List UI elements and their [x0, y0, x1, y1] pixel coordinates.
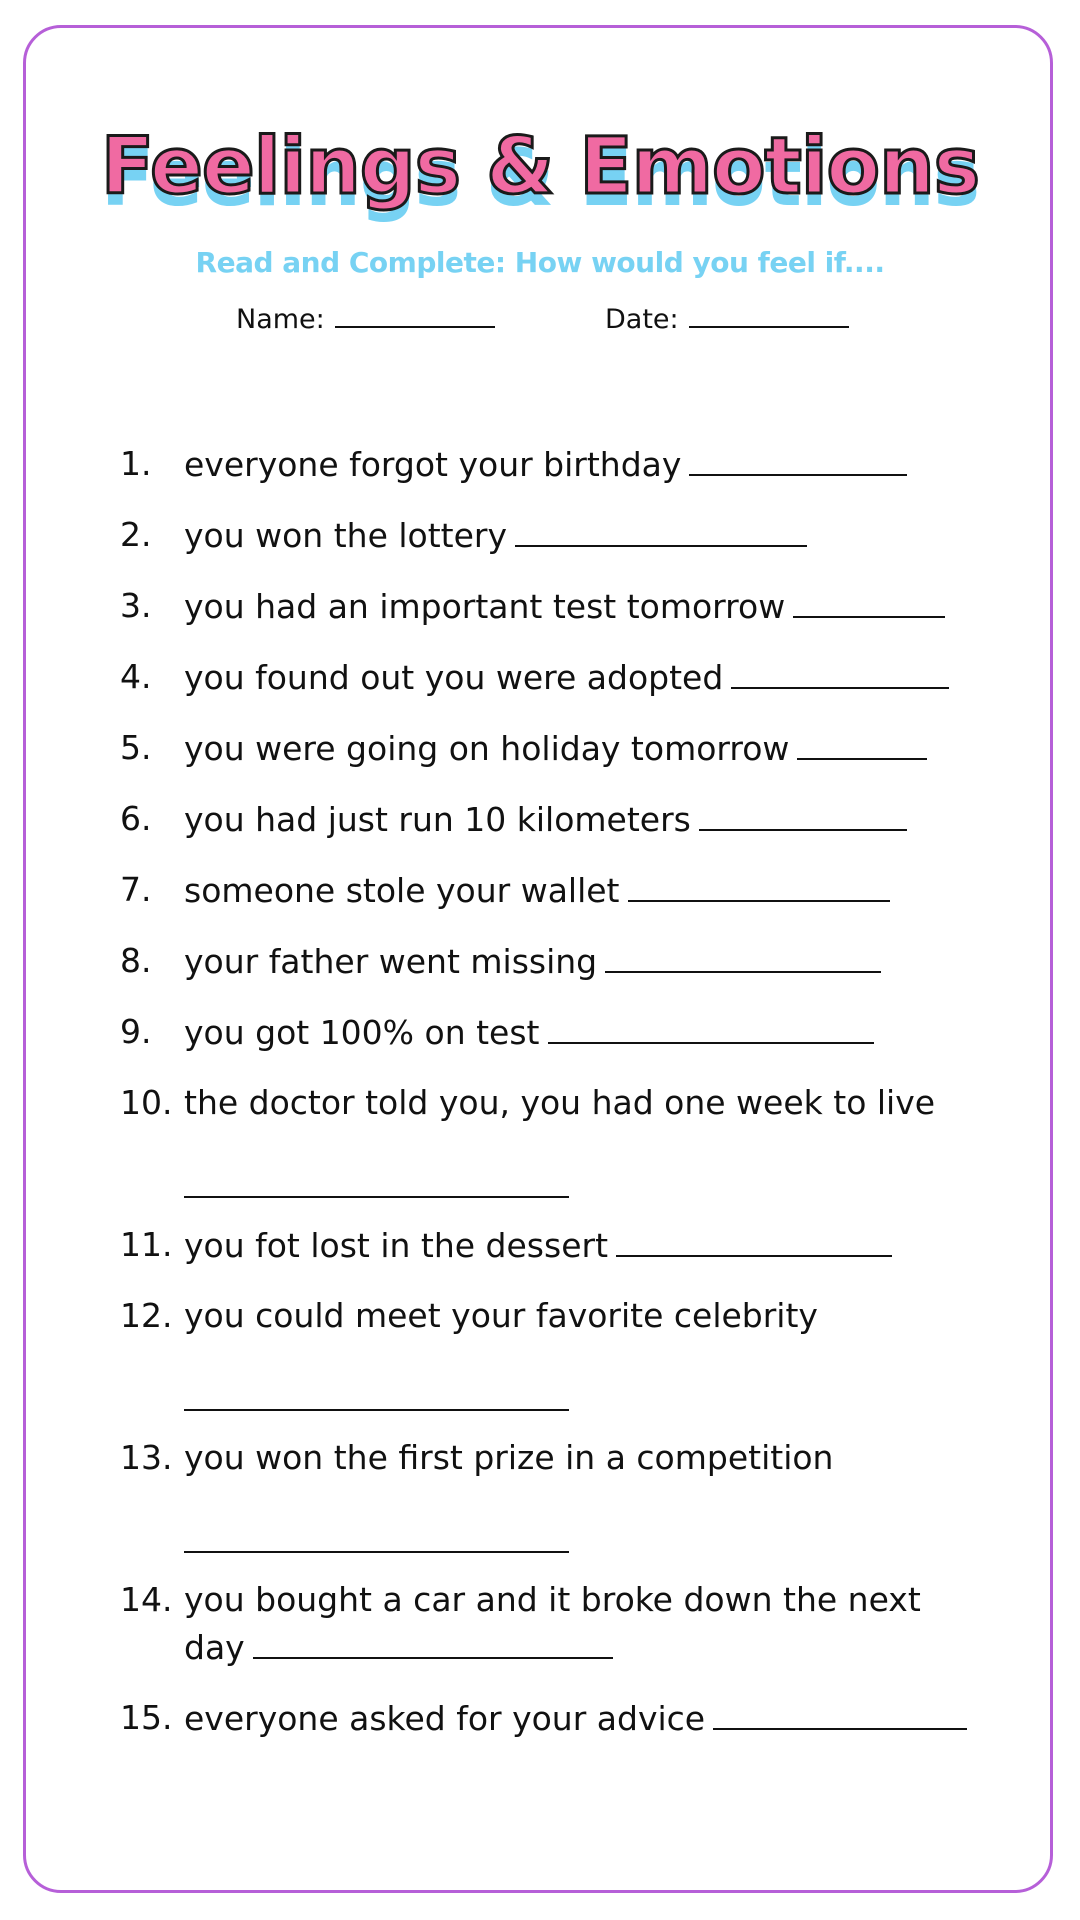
answer-blank[interactable]	[713, 1694, 967, 1730]
question-number: 12.	[120, 1296, 173, 1335]
question-text: you fot lost in the dessert	[184, 1226, 609, 1265]
answer-blank[interactable]	[184, 1149, 569, 1198]
name-label: Name:	[236, 304, 325, 335]
question-number: 11.	[120, 1225, 173, 1264]
question-number: 8.	[120, 941, 152, 980]
question-item	[120, 653, 980, 701]
answer-blank[interactable]	[689, 440, 907, 476]
question-item	[120, 866, 980, 914]
answer-blank[interactable]	[515, 511, 807, 547]
question-number: 6.	[120, 799, 152, 838]
question-number: 7.	[120, 870, 152, 909]
question-item	[120, 1008, 980, 1056]
question-number: 14.	[120, 1580, 173, 1619]
question-item	[120, 1434, 980, 1553]
question-number: 13.	[120, 1438, 173, 1477]
question-item	[120, 1079, 980, 1198]
question-item	[120, 1576, 980, 1671]
question-item	[120, 724, 980, 772]
question-text: you won the first prize in a competition	[184, 1438, 834, 1477]
question-item	[120, 1292, 980, 1411]
answer-blank[interactable]	[184, 1362, 569, 1411]
question-number: 2.	[120, 515, 152, 554]
answer-blank[interactable]	[616, 1221, 892, 1257]
question-text: you could meet your favorite celebrity	[184, 1296, 818, 1335]
question-item	[120, 440, 980, 488]
question-text: you were going on holiday tomorrow	[184, 729, 790, 768]
question-text: someone stole your wallet	[184, 871, 620, 910]
question-text: you had just run 10 kilometers	[184, 800, 691, 839]
date-label: Date:	[605, 304, 679, 335]
question-text: you won the lottery	[184, 516, 507, 555]
answer-blank[interactable]	[253, 1623, 613, 1659]
date-field	[605, 300, 849, 335]
answer-blank[interactable]	[793, 582, 945, 618]
question-text: everyone asked for your advice	[184, 1699, 706, 1738]
worksheet-subtitle: Read and Complete: How would you feel if....	[195, 246, 885, 279]
date-blank[interactable]	[689, 300, 849, 328]
question-text: your father went missing	[184, 942, 598, 981]
question-item	[120, 937, 980, 985]
question-number: 4.	[120, 657, 152, 696]
question-list	[120, 440, 980, 1765]
question-item	[120, 582, 980, 630]
question-number: 15.	[120, 1698, 173, 1737]
answer-blank[interactable]	[628, 866, 890, 902]
answer-blank[interactable]	[548, 1008, 874, 1044]
question-number: 9.	[120, 1012, 152, 1051]
answer-blank[interactable]	[731, 653, 949, 689]
question-number: 10.	[120, 1083, 173, 1122]
question-text: the doctor told you, you had one week to live	[184, 1083, 936, 1122]
answer-blank[interactable]	[797, 724, 927, 760]
answer-blank[interactable]	[699, 795, 907, 831]
question-text: everyone forgot your birthday	[184, 445, 682, 484]
question-text: you found out you were adopted	[184, 658, 724, 697]
question-number: 3.	[120, 586, 152, 625]
name-date-row	[0, 300, 1080, 340]
question-text: you bought a car and it broke down the next day	[184, 1580, 921, 1667]
answer-blank[interactable]	[605, 937, 881, 973]
question-item	[120, 1694, 980, 1742]
question-item	[120, 795, 980, 843]
answer-blank[interactable]	[184, 1504, 569, 1553]
name-field	[236, 300, 495, 335]
question-text: you got 100% on test	[184, 1013, 540, 1052]
worksheet-title: Feelings & Emotions	[100, 122, 980, 212]
question-number: 5.	[120, 728, 152, 767]
question-text: you had an important test tomorrow	[184, 587, 786, 626]
question-item	[120, 1221, 980, 1269]
question-number: 1.	[120, 444, 152, 483]
name-blank[interactable]	[335, 300, 495, 328]
question-item	[120, 511, 980, 559]
